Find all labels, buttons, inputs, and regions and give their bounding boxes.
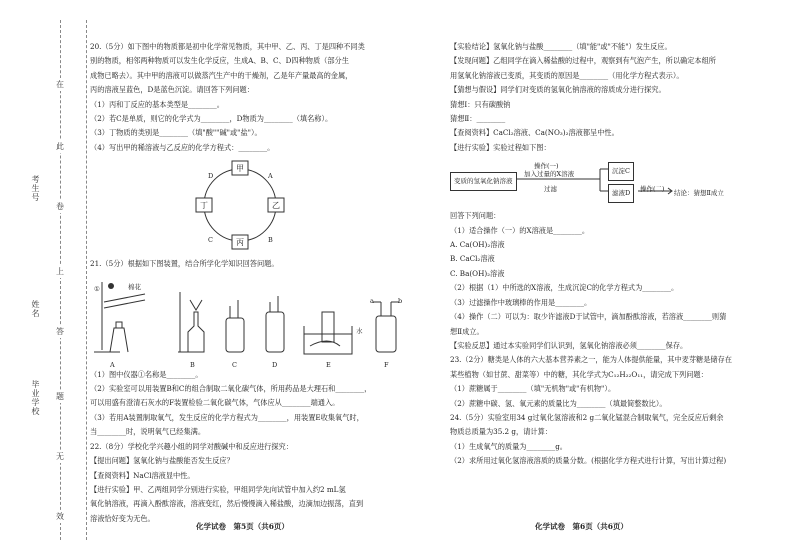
text-line: 溶液恰好变为无色。	[90, 513, 155, 523]
option-c: C. Ba(OH)₂溶液	[450, 268, 505, 278]
text-line: （1）蔗糖属于________（填"无机物"或"有机物"）。	[450, 384, 616, 394]
option-b: B. CaCl₂溶液	[450, 254, 495, 264]
text-line: 【查阅资料】CaCl₂溶液、Ca(NO₃)₂溶液都呈中性。	[450, 128, 619, 138]
text-line: 用氢氧化钠溶液已变质，其变质的原因是________（用化学方程式表示）。	[450, 70, 684, 80]
name-label: 姓名	[31, 300, 40, 318]
text-line: 想Ⅱ成立。	[450, 326, 484, 336]
text-line: 猜想Ⅱ：________	[450, 114, 506, 124]
cotton-label: 棉花	[128, 282, 141, 291]
label-a: A	[110, 360, 115, 369]
text-line: 【发现问题】乙组同学在滴入稀盐酸的过程中，观察到有气泡产生，所以确定本组所	[450, 56, 716, 66]
page-5-footer: 化学试卷 第5页（共6页）	[196, 522, 289, 531]
text-line: （1）丙和丁反应的基本类型是________。	[90, 99, 224, 109]
conclusion-label: 结论：猜想Ⅱ成立	[674, 189, 724, 198]
text-line: （2）根据（1）中所选的X溶液，生成沉淀C的化学方程式为________。	[450, 283, 679, 293]
experiment-flow-diagram	[450, 155, 780, 209]
ring-circle	[204, 169, 276, 241]
text-line: （3）若用A装置制取氧气，发生反应的化学方程式为________，用装置E收集氧气时，	[90, 412, 364, 422]
text-line: 23.（2分）糖类是人体的六大基本营养素之一，能为人体提供能量，其中麦芽糖是储存在	[450, 355, 732, 365]
exam-page-5	[90, 40, 420, 526]
exam-page-6	[450, 40, 780, 469]
seal-char: 在	[56, 80, 64, 89]
precipitate-c-box: 沉淀C	[608, 162, 634, 180]
text-line: 【提出问题】氢氧化钠与盐酸能否发生反应？	[90, 456, 234, 466]
option-a: A. Ca(OH)₂溶液	[450, 240, 505, 250]
node-bing: 丙	[236, 238, 244, 248]
questions-22-to-24	[450, 209, 780, 468]
substance-ring-diagram	[90, 155, 420, 257]
instrument-one-label: ①	[94, 284, 100, 293]
text-line: 【进行实验】实验过程如下图：	[450, 142, 551, 152]
text-line: 当________时，说明氧气已经集满。	[90, 427, 206, 437]
text-line: （3）丁物质的类别是________（填"酸""碱"或"盐"）。	[90, 128, 262, 138]
seal-char: 上	[56, 267, 64, 276]
node-ding: 丁	[200, 201, 208, 211]
product-c: C	[208, 236, 213, 245]
text-line: 回答下列问题：	[450, 211, 501, 221]
add-x-label: 加入过量的X溶液	[524, 170, 575, 179]
text-line: （1）图中仪器①名称是________。	[90, 369, 203, 379]
seal-char: 题	[56, 392, 64, 401]
text-line: 可以用盛有澄清石灰水的F装置检验二氧化碳气体，气体应从________端通入。	[90, 398, 340, 408]
product-b: B	[268, 236, 273, 245]
ring-svg	[90, 155, 420, 255]
binding-margin	[0, 0, 88, 560]
text-line: 物质总质量为35.2 g，请计算：	[450, 427, 552, 437]
school-label: 毕业学校	[31, 380, 40, 416]
product-a: A	[268, 172, 273, 181]
text-line: 【进行实验】甲、乙两组同学分别进行实验，甲组同学先向试管中加入约2 mL氢	[90, 484, 346, 494]
text-line: 24.（5分）实验室用34 g过氧化氢溶液和2 g二氧化锰混合制取氧气，完全反应后剩余	[450, 412, 724, 422]
label-f: F	[384, 360, 389, 369]
text-line: （1）生成氧气的质量为________g。	[450, 441, 567, 451]
label-e: E	[326, 360, 331, 369]
filter-label: 过滤	[544, 185, 557, 194]
text-line: 【实验反思】通过本实验同学们认识到，氢氧化钠溶液必须________保存。	[450, 340, 688, 350]
product-d: D	[208, 172, 214, 181]
filtrate-d-box: 滤液D	[608, 184, 634, 202]
page-6-footer: 化学试卷 第6页（共6页）	[535, 522, 628, 531]
seal-char: 答	[56, 327, 64, 336]
text-line: 22.（8分）学校化学兴趣小组的同学对酸碱中和反应进行探究：	[90, 441, 293, 451]
text-line: 【实验结论】氢氧化钠与盐酸________（填"能"或"不能"）发生反应。	[450, 42, 672, 51]
text-line: （2）实验室可以用装置B和C的组合制取二氧化碳气体，所用药品是大理石和________，	[90, 384, 372, 394]
instrument-marker	[108, 283, 114, 289]
text-line: （2）若C是单质，则它的化学式为________，D物质为________（填名称）。	[90, 114, 333, 124]
question-21	[90, 368, 420, 440]
label-b: B	[190, 360, 195, 369]
seal-char: 此	[56, 142, 64, 151]
text-line: （4）写出甲的稀溶液与乙反应的化学方程式：________。	[90, 142, 275, 152]
text-line: （3）过滤操作中玻璃棒的作用是________。	[450, 297, 592, 307]
cut-line	[86, 20, 87, 540]
text-line: 成物已略去）。其中甲的溶液可以做蒸汽生产中的干燥剂，乙是年产量最高的金属，	[90, 70, 353, 80]
question-22	[90, 440, 420, 526]
water-label: 水	[356, 326, 363, 335]
text-line: （4）操作（二）可以为：取少许滤液D于试管中，滴加酚酞溶液，若溶液________则猜	[450, 312, 727, 322]
text-line: 20.（5分）如下图中的物质都是初中化学常见物质，其中甲、乙、丙、丁是四种不同类	[90, 42, 365, 51]
question-21-head: 21.（5分）根据如下图装置，结合所学化学知识回答问题。	[90, 259, 279, 269]
text-line: 丙的溶液呈蓝色，D是蓝色沉淀。请回答下列问题：	[90, 85, 254, 95]
operation-two-label: 操作(二)	[640, 185, 665, 194]
text-line: 【猜想与假设】同学们对变质的氢氧化钠溶液的溶质成分进行探究。	[450, 85, 666, 95]
port-a-label: a	[370, 296, 374, 305]
text-line: 【查阅资料】NaCl溶液显中性。	[90, 470, 195, 480]
label-c: C	[232, 360, 237, 369]
node-jia: 甲	[236, 164, 244, 174]
port-b-label: b	[398, 296, 403, 305]
text-line: 猜想Ⅰ：只有碳酸钠	[450, 99, 511, 109]
label-d: D	[272, 360, 278, 369]
seal-char: 效	[56, 512, 64, 521]
text-line: 某些植物（如甘蔗、甜菜等）中的糖，其化学式为C₁₂H₂₂O₁₁，请完成下列问题：	[450, 369, 708, 379]
seal-char: 无	[56, 452, 64, 461]
text-line: （1）适合操作（一）的X溶液是________。	[450, 225, 590, 235]
text-line: 别的物质，相邻两种物质可以发生化学反应，生成A、B、C、D四种物质（部分生	[90, 56, 349, 66]
text-line: （2）求所用过氧化氢溶液溶质的质量分数。(根据化学方程式进行计算，写出计算过程)	[450, 456, 727, 466]
node-yi: 乙	[272, 201, 280, 211]
text-line: 氧化钠溶液，再滴入酚酞溶液，溶液变红，然后慢慢滴入稀盐酸，边滴加边振荡，直到	[90, 499, 364, 509]
seal-char: 卷	[56, 202, 64, 211]
text-line: （2）蔗糖中碳、氢、氧元素的质量比为________（填最简整数比）。	[450, 398, 667, 408]
question-20	[90, 40, 420, 155]
question-22-continued	[450, 40, 780, 155]
exam-no-label: 考生号	[31, 175, 40, 202]
lab-apparatus-figure	[90, 272, 420, 368]
start-solution-box: 变质的氢氧化钠溶液	[450, 172, 517, 190]
operation-one-label: 操作(一)	[534, 162, 559, 171]
